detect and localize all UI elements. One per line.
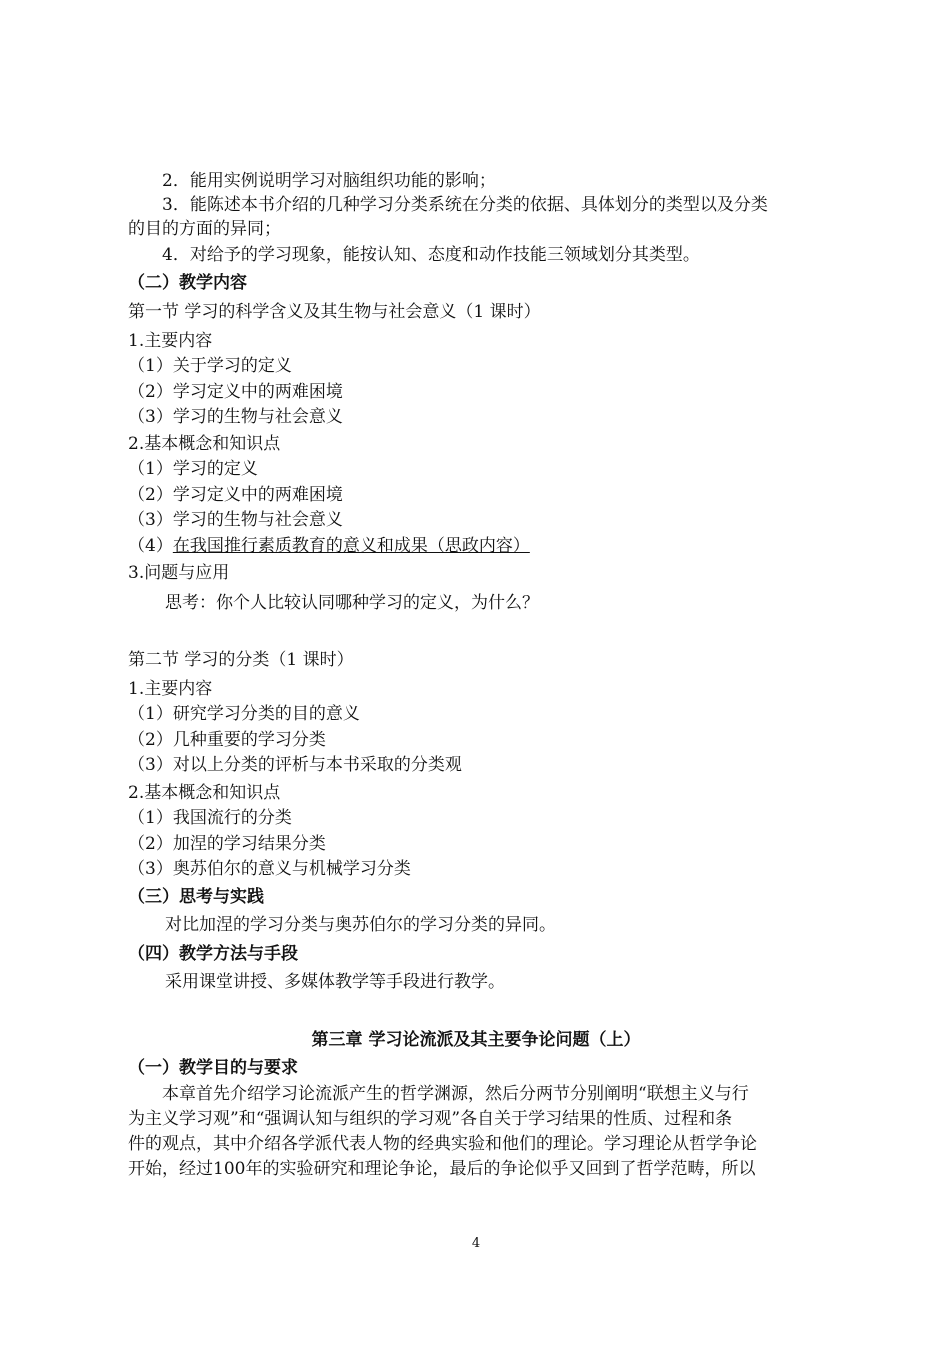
goal-item-4: 4．对给予的学习现象，能按认知、态度和动作技能三领域划分其类型。 [162,245,700,265]
ideology-content-underlined: 在我国推行素质教育的意义和成果（思政内容） [172,536,530,556]
page-number: 4 [471,1236,481,1251]
section2-concept-heading: 2.基本概念和知识点 [128,783,281,803]
section1-title: 第一节 学习的科学含义及其生物与社会意义（1 课时） [128,302,541,322]
section2-concept-item: （2）加涅的学习结果分类 [128,834,326,854]
methods-text: 采用课堂讲授、多媒体教学等手段进行教学。 [165,972,505,992]
practice-heading: （三）思考与实践 [128,887,264,907]
section1-main-heading: 1.主要内容 [128,331,213,351]
chapter3-paragraph-line: 本章首先介绍学习论流派产生的哲学渊源，然后分两节分别阐明“联想主义与行 [162,1084,749,1104]
section1-concept-item: （2）学习定义中的两难困境 [128,485,343,505]
chapter3-paragraph-line: 为主义学习观”和“强调认知与组织的学习观”各自关于学习结果的性质、过程和条 [128,1109,733,1129]
chapter3-goal-heading: （一）教学目的与要求 [128,1058,298,1078]
section1-concept-item [128,534,530,558]
section1-concept-item: （1）学习的定义 [128,459,258,479]
section1-question-heading: 3.问题与应用 [128,563,230,583]
section1-main-item: （1）关于学习的定义 [128,356,292,376]
section2-concept-item: （1）我国流行的分类 [128,808,292,828]
section1-concept-item: （3）学习的生物与社会意义 [128,510,343,530]
goal-item-2: 2．能用实例说明学习对脑组织功能的影响； [162,171,496,191]
section1-main-item: （2）学习定义中的两难困境 [128,382,343,402]
content-heading: （二）教学内容 [128,273,247,293]
chapter3-paragraph-line: 件的观点，其中介绍各学派代表人物的经典实验和他们的理论。学习理论从哲学争论 [128,1134,757,1154]
section2-main-item: （1）研究学习分类的目的意义 [128,704,360,724]
practice-text: 对比加涅的学习分类与奥苏伯尔的学习分类的异同。 [165,915,556,935]
section1-main-item: （3）学习的生物与社会意义 [128,407,343,427]
section2-concept-item: （3）奥苏伯尔的意义与机械学习分类 [128,859,411,879]
goal-item-3-continued: 的目的方面的异同； [128,219,281,239]
section2-main-item: （3）对以上分类的评析与本书采取的分类观 [128,755,462,775]
chapter3-title: 第三章 学习论流派及其主要争论问题（上） [311,1030,641,1050]
section1-question-text: 思考：你个人比较认同哪种学习的定义，为什么？ [165,593,539,613]
methods-heading: （四）教学方法与手段 [128,944,298,964]
section2-main-item: （2）几种重要的学习分类 [128,730,326,750]
goal-item-3: 3．能陈述本书介绍的几种学习分类系统在分类的依据、具体划分的类型以及分类 [162,195,768,215]
concept-item-number: （4） [128,536,173,556]
chapter3-paragraph-line: 开始，经过100年的实验研究和理论争论，最后的争论似乎又回到了哲学范畴，所以 [128,1159,756,1179]
section2-title: 第二节 学习的分类（1 课时） [128,650,354,670]
section2-main-heading: 1.主要内容 [128,679,213,699]
section1-concept-heading: 2.基本概念和知识点 [128,434,281,454]
